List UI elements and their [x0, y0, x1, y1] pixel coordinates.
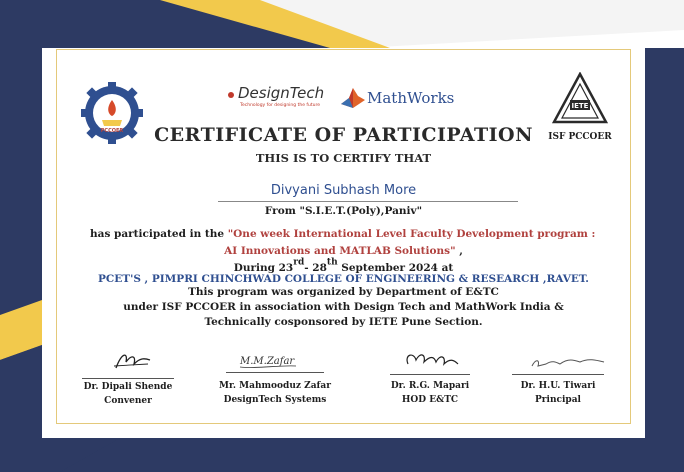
organized-line-1: This program was organized by Department of E&TC [188, 286, 499, 298]
pccoer-emblem-text: PCCOER [100, 128, 124, 134]
signature-hu-tiwari [528, 352, 608, 374]
signatory-name-3: Dr. R.G. Mapari [390, 381, 470, 391]
signature-line-4 [512, 374, 604, 375]
college-name: PCET'S , PIMPRI CHINCHWAD COLLEGE OF ENGINEERING & RESEARCH ,RAVET. [98, 273, 589, 285]
designtech-dot-icon [228, 92, 234, 98]
participant-name: Divyani Subhash More [270, 183, 417, 198]
iete-logo [552, 72, 608, 128]
signature-dipali-shende [110, 348, 154, 374]
signature-zafar-text: M.M.Zafar [240, 356, 295, 367]
during-sup-th: th [326, 257, 338, 268]
signature-mahmooduz-zafar [238, 350, 298, 372]
during-dash: - 28 [304, 262, 327, 274]
program-title-line2: AI Innovations and MATLAB Solutions" [224, 245, 456, 257]
designtech-logo [226, 84, 331, 110]
signature-line-2 [226, 372, 324, 373]
during-suffix: September 2024 at [337, 262, 454, 274]
mathworks-wordmark: MathWorks [367, 89, 455, 107]
signatory-role-3: HOD E&TC [401, 395, 459, 405]
signature-line-3 [390, 374, 470, 375]
signatory-name-2: Mr. Mahmooduz Zafar [219, 381, 331, 391]
signatory-role-1: Convener [104, 396, 152, 406]
certificate-subtitle: THIS IS TO CERTIFY THAT [255, 151, 432, 165]
designtech-wordmark: DesignTech [238, 84, 325, 102]
isf-pccoer-label: ISF PCCOER [548, 132, 612, 142]
mathworks-logo [340, 84, 455, 112]
signature-rg-mapari [400, 348, 462, 372]
organized-line-3: Technically cosponsored by IETE Pune Section. [204, 316, 483, 328]
signatory-role-4: Principal [535, 395, 581, 405]
organized-line-2: under ISF PCCOER in association with Design Tech and MathWork India & [123, 301, 564, 313]
during-prefix: During 23 [233, 262, 294, 274]
iete-emblem-text: IETE [571, 102, 589, 110]
signature-line-1 [82, 378, 174, 379]
program-title-line1: "One week International Level Faculty Development program : [227, 228, 596, 240]
participated-prefix: has participated in the [90, 228, 228, 240]
from-line: From "S.I.E.T.(Poly),Paniv" [264, 205, 423, 217]
certificate-title: CERTIFICATE OF PARTICIPATION [154, 124, 533, 146]
signatory-name-4: Dr. H.U. Tiwari [520, 381, 596, 391]
signatory-name-1: Dr. Dipali Shende [83, 382, 173, 392]
membrane-icon [340, 86, 366, 110]
during-sup-rd: rd [293, 257, 305, 268]
program-title-line2-suffix: , [455, 245, 463, 257]
name-underline [218, 201, 518, 202]
designtech-tagline: Technology for designing the future [240, 103, 320, 108]
signatory-role-2: DesignTech Systems [223, 395, 327, 405]
bottom-navy-band [60, 438, 684, 472]
left-navy-wedge [0, 345, 42, 472]
